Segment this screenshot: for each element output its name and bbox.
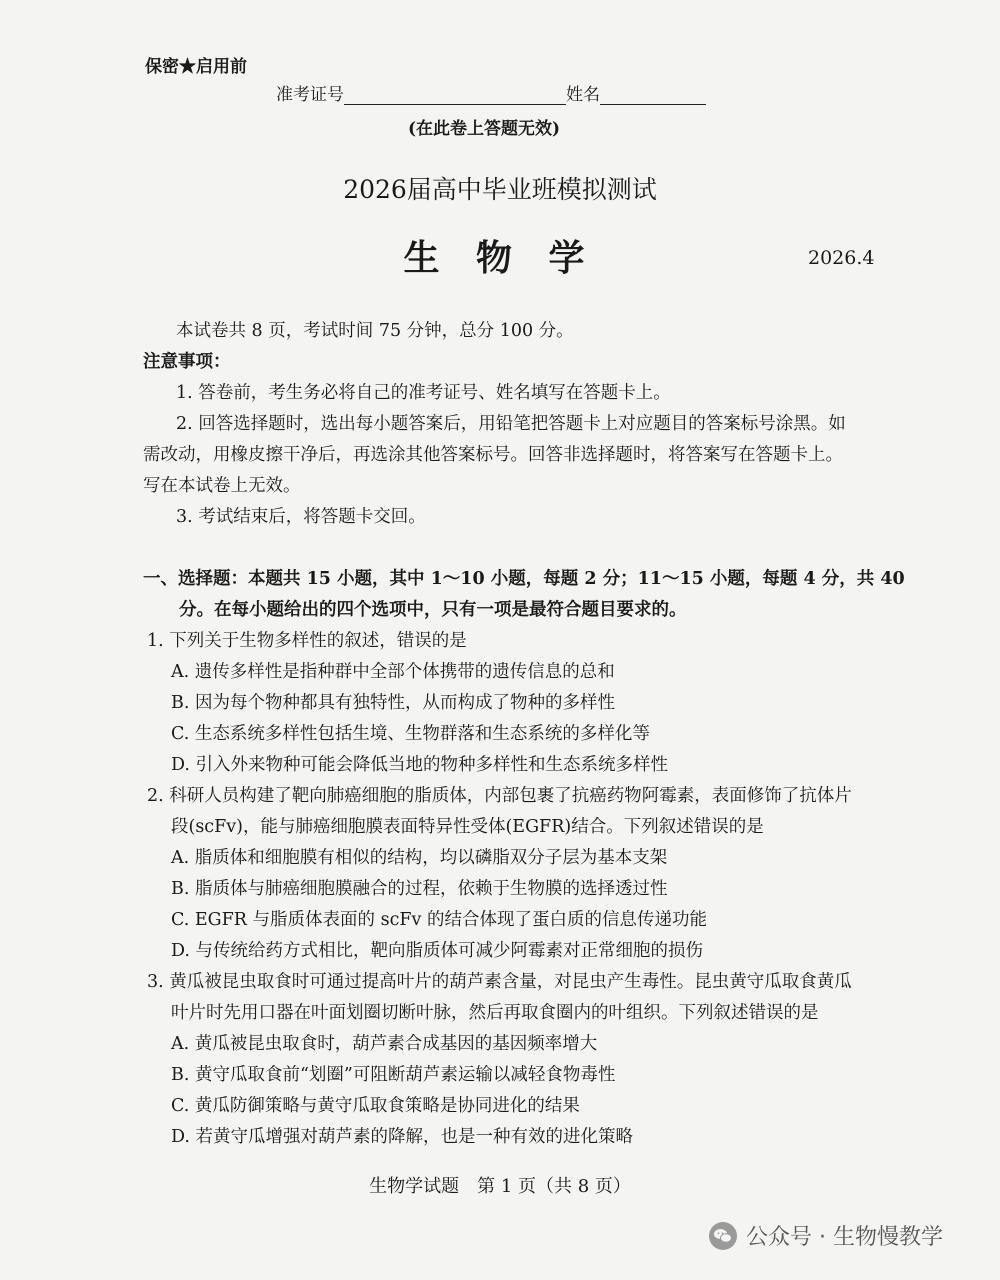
question-1-option-d: D. 引入外来物种可能会降低当地的物种多样性和生态系统多样性 bbox=[171, 755, 669, 775]
question-2-option-a: A. 脂质体和细胞膜有相似的结构，均以磷脂双分子层为基本支架 bbox=[171, 848, 668, 868]
name-label: 姓名 bbox=[566, 85, 600, 105]
confidential-label: 保密★启用前 bbox=[145, 57, 247, 77]
note-1: 1. 答卷前，考生务必将自己的准考证号、姓名填写在答题卡上。 bbox=[176, 383, 671, 403]
section-heading-line-1: 一、选择题：本题共 15 小题，其中 1～10 小题，每题 2 分；11～15 小题，每题 4 分，共 40 bbox=[143, 569, 905, 589]
question-1-option-a: A. 遗传多样性是指种群中全部个体携带的遗传信息的总和 bbox=[171, 662, 615, 682]
note-2-line-2: 需改动，用橡皮擦干净后，再选涂其他答案标号。回答非选择题时，将答案写在答题卡上。 bbox=[143, 445, 843, 465]
question-3-option-d: D. 若黄守瓜增强对葫芦素的降解，也是一种有效的进化策略 bbox=[171, 1127, 634, 1147]
invalid-note: (在此卷上答题无效) bbox=[408, 119, 561, 139]
watermark-text: 公众号 · 生物慢教学 bbox=[746, 1225, 943, 1250]
question-3-option-b: B. 黄守瓜取食前“划圈”可阻断葫芦素运输以减轻食物毒性 bbox=[171, 1065, 616, 1085]
question-2-option-d: D. 与传统给药方式相比，靶向脂质体可减少阿霉素对正常细胞的损伤 bbox=[171, 941, 704, 961]
exam-id-blank bbox=[344, 84, 566, 105]
exam-title: 2026届高中毕业班模拟测试 bbox=[343, 175, 657, 204]
question-2-option-b: B. 脂质体与肺癌细胞膜融合的过程，依赖于生物膜的选择透过性 bbox=[171, 879, 668, 899]
question-1-option-b: B. 因为每个物种都具有独特性，从而构成了物种的多样性 bbox=[171, 693, 615, 713]
question-2-option-c: C. EGFR 与脂质体表面的 scFv 的结合体现了蛋白质的信息传递功能 bbox=[171, 910, 707, 930]
note-3: 3. 考试结束后，将答题卡交回。 bbox=[176, 507, 426, 527]
question-2-stem-line-1: 2. 科研人员构建了靶向肺癌细胞的脂质体，内部包裹了抗癌药物阿霉素，表面修饰了抗体片 bbox=[147, 786, 852, 806]
note-2-line-3: 写在本试卷上无效。 bbox=[143, 476, 301, 496]
note-2-line-1: 2. 回答选择题时，选出每小题答案后，用铅笔把答题卡上对应题目的答案标号涂黑。如 bbox=[176, 414, 846, 434]
wechat-icon bbox=[708, 1221, 738, 1251]
subject-title: 生 物 学 bbox=[403, 237, 597, 279]
section-heading-line-2: 分。在每小题给出的四个选项中，只有一项是最符合题目要求的。 bbox=[179, 600, 687, 620]
question-1-stem: 1. 下列关于生物多样性的叙述，错误的是 bbox=[147, 631, 467, 651]
question-3-stem-line-2: 叶片时先用口器在叶面划圈切断叶脉，然后再取食圈内的叶组织。下列叙述错误的是 bbox=[171, 1003, 819, 1023]
question-2-stem-line-2: 段(scFv)，能与肺癌细胞膜表面特异性受体(EGFR)结合。下列叙述错误的是 bbox=[171, 817, 764, 837]
question-3-option-a: A. 黄瓜被昆虫取食时，葫芦素合成基因的基因频率增大 bbox=[171, 1034, 598, 1054]
question-3-stem-line-1: 3. 黄瓜被昆虫取食时可通过提高叶片的葫芦素含量，对昆虫产生毒性。昆虫黄守瓜取食黄瓜 bbox=[147, 972, 852, 992]
page-footer: 生物学试题 第 1 页（共 8 页） bbox=[369, 1176, 631, 1197]
question-3-option-c: C. 黄瓜防御策略与黄守瓜取食策略是协同进化的结果 bbox=[171, 1096, 580, 1116]
candidate-info-row bbox=[276, 80, 706, 105]
question-1-option-c: C. 生态系统多样性包括生境、生物群落和生态系统的多样化等 bbox=[171, 724, 650, 744]
name-blank bbox=[600, 84, 706, 105]
exam-date: 2026.4 bbox=[808, 247, 875, 269]
exam-summary: 本试卷共 8 页，考试时间 75 分钟，总分 100 分。 bbox=[176, 321, 574, 341]
exam-id-label: 准考证号 bbox=[276, 85, 344, 105]
notes-heading: 注意事项： bbox=[143, 352, 231, 372]
watermark bbox=[708, 1220, 943, 1251]
